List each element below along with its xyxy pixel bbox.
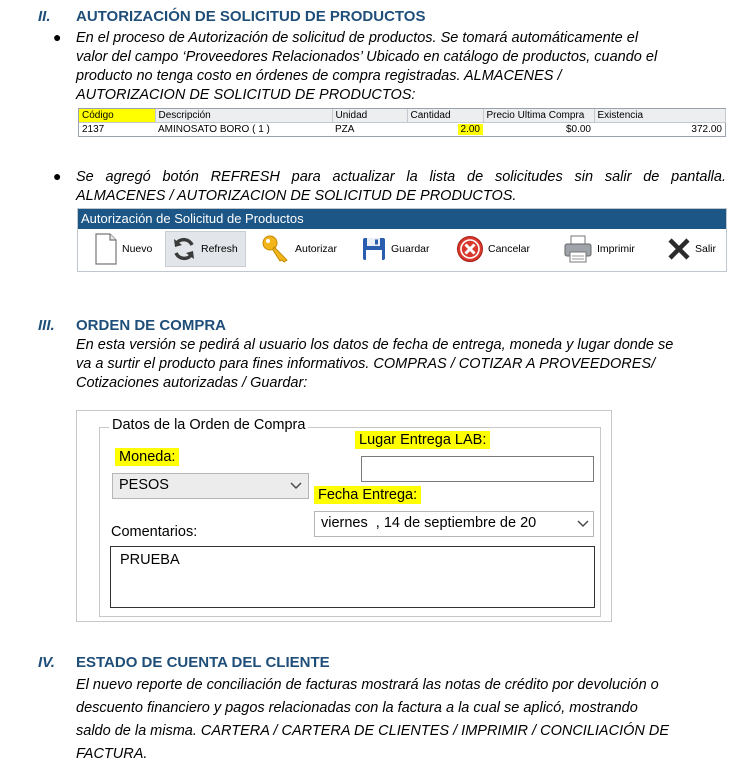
guardar-button[interactable] — [361, 232, 430, 266]
moneda-select[interactable] — [112, 473, 309, 499]
cell-codigo[interactable]: 2137 — [79, 123, 155, 137]
grid-header-cantidad[interactable]: Cantidad — [407, 109, 483, 123]
text-line: descuento financiero y pagos relacionadas con la factura a la cual se aplicó, mostrando — [76, 700, 638, 716]
key-icon — [261, 234, 291, 264]
products-grid — [78, 108, 726, 137]
grid-header-descripcion[interactable]: Descripción — [155, 109, 332, 123]
text-line: saldo de la misma. CARTERA / CARTERA DE CLIENTES / IMPRIMIR / CONCILIACIÓN DE — [76, 723, 670, 739]
chevron-down-icon — [290, 482, 302, 490]
text-line: En el proceso de Autorización de solicitud de productos. Se tomará automáticamente el — [76, 30, 639, 46]
toolbar-title: Autorización de Solicitud de Productos — [78, 209, 726, 229]
orden-compra-panel — [76, 410, 612, 622]
guardar-label: Guardar — [391, 243, 430, 255]
salir-label: Salir — [695, 243, 717, 255]
nuevo-label: Nuevo — [122, 243, 153, 255]
fecha-entrega-picker[interactable] — [314, 511, 594, 537]
cell-unidad[interactable]: PZA — [332, 123, 407, 137]
section-3-number: III. — [38, 317, 55, 334]
lugar-entrega-input[interactable] — [361, 456, 594, 482]
grid-header-codigo[interactable]: Código — [79, 109, 155, 123]
cancel-icon — [456, 235, 484, 263]
moneda-label: Moneda: — [115, 448, 179, 466]
cell-descripcion[interactable]: AMINOSATO BORO ( 1 ) — [155, 123, 332, 137]
fecha-entrega-value: viernes , 14 de septiembre de 20 — [321, 515, 537, 531]
cell-existencia[interactable]: 372.00 — [594, 123, 725, 137]
section-4-paragraph — [76, 674, 726, 766]
toolbar-window — [77, 208, 727, 272]
section-4-number: IV. — [38, 654, 55, 671]
new-document-icon — [94, 233, 118, 265]
close-icon — [667, 237, 691, 261]
salir-button[interactable] — [667, 232, 716, 266]
text-line: El nuevo reporte de conciliación de facturas mostrará las notas de crédito por devolución o — [76, 677, 659, 693]
fecha-entrega-label: Fecha Entrega: — [314, 486, 421, 504]
save-icon — [361, 236, 387, 262]
grid-header-existencia[interactable]: Existencia — [594, 109, 725, 123]
chevron-down-icon — [577, 520, 589, 528]
refresh-icon — [171, 236, 197, 262]
text-line: Se agregó botón REFRESH para actualizar la lista de solicitudes sin salir de pantalla. — [76, 169, 726, 185]
grid-header-precio[interactable]: Precio Ultima Compra — [483, 109, 594, 123]
section-2-title: AUTORIZACIÓN DE SOLICITUD DE PRODUCTOS — [76, 8, 426, 25]
comentarios-value: PRUEBA — [120, 552, 180, 568]
section-2-bullet-2 — [76, 168, 726, 206]
text-line: va a surtir el producto para fines informativos. COMPRAS / COTIZAR A PROVEEDORES/ — [76, 356, 656, 372]
section-2-bullet-1 — [76, 29, 726, 105]
imprimir-button[interactable] — [563, 232, 635, 266]
grid-header-unidad[interactable]: Unidad — [332, 109, 407, 123]
text-line: valor del campo ‘Proveedores Relacionados’ Ubicado en catálogo de productos, cuando el — [76, 49, 658, 65]
moneda-value: PESOS — [119, 477, 169, 493]
bullet-icon: ● — [53, 29, 62, 45]
imprimir-label: Imprimir — [597, 243, 635, 255]
fieldset-legend: Datos de la Orden de Compra — [109, 417, 308, 433]
printer-icon — [563, 234, 593, 264]
cell-precio[interactable]: $0.00 — [483, 123, 594, 137]
toolbar — [78, 229, 726, 269]
text-line: AUTORIZACION DE SOLICITUD DE PRODUCTOS: — [76, 87, 416, 103]
bullet-icon: ● — [53, 168, 62, 184]
comentarios-label: Comentarios: — [111, 524, 198, 540]
comentarios-textarea[interactable] — [110, 546, 595, 608]
section-4-title: ESTADO DE CUENTA DEL CLIENTE — [76, 654, 330, 671]
autorizar-label: Autorizar — [295, 243, 338, 255]
cancelar-button[interactable] — [456, 232, 530, 266]
text-line: FACTURA. — [76, 746, 148, 762]
section-3-paragraph — [76, 336, 726, 393]
autorizar-button[interactable] — [261, 232, 337, 266]
table-row[interactable] — [79, 123, 725, 137]
text-line: En esta versión se pedirá al usuario los datos de fecha de entrega, moneda y lugar donde se — [76, 337, 674, 353]
nuevo-button[interactable] — [94, 232, 152, 266]
text-line: Cotizaciones autorizadas / Guardar: — [76, 375, 308, 391]
cancelar-label: Cancelar — [488, 243, 531, 255]
text-line: ALMACENES / AUTORIZACION DE SOLICITUD DE PRODUCTOS. — [76, 188, 517, 204]
text-line: producto no tenga costo en órdenes de compra registradas. ALMACENES / — [76, 68, 562, 84]
refresh-label: Refresh — [201, 243, 238, 255]
refresh-button[interactable] — [165, 231, 246, 267]
section-2-number: II. — [38, 8, 51, 25]
lugar-entrega-label: Lugar Entrega LAB: — [355, 431, 490, 449]
cantidad-value: 2.00 — [458, 124, 483, 135]
section-3-title: ORDEN DE COMPRA — [76, 317, 227, 334]
cell-cantidad[interactable] — [407, 123, 483, 137]
